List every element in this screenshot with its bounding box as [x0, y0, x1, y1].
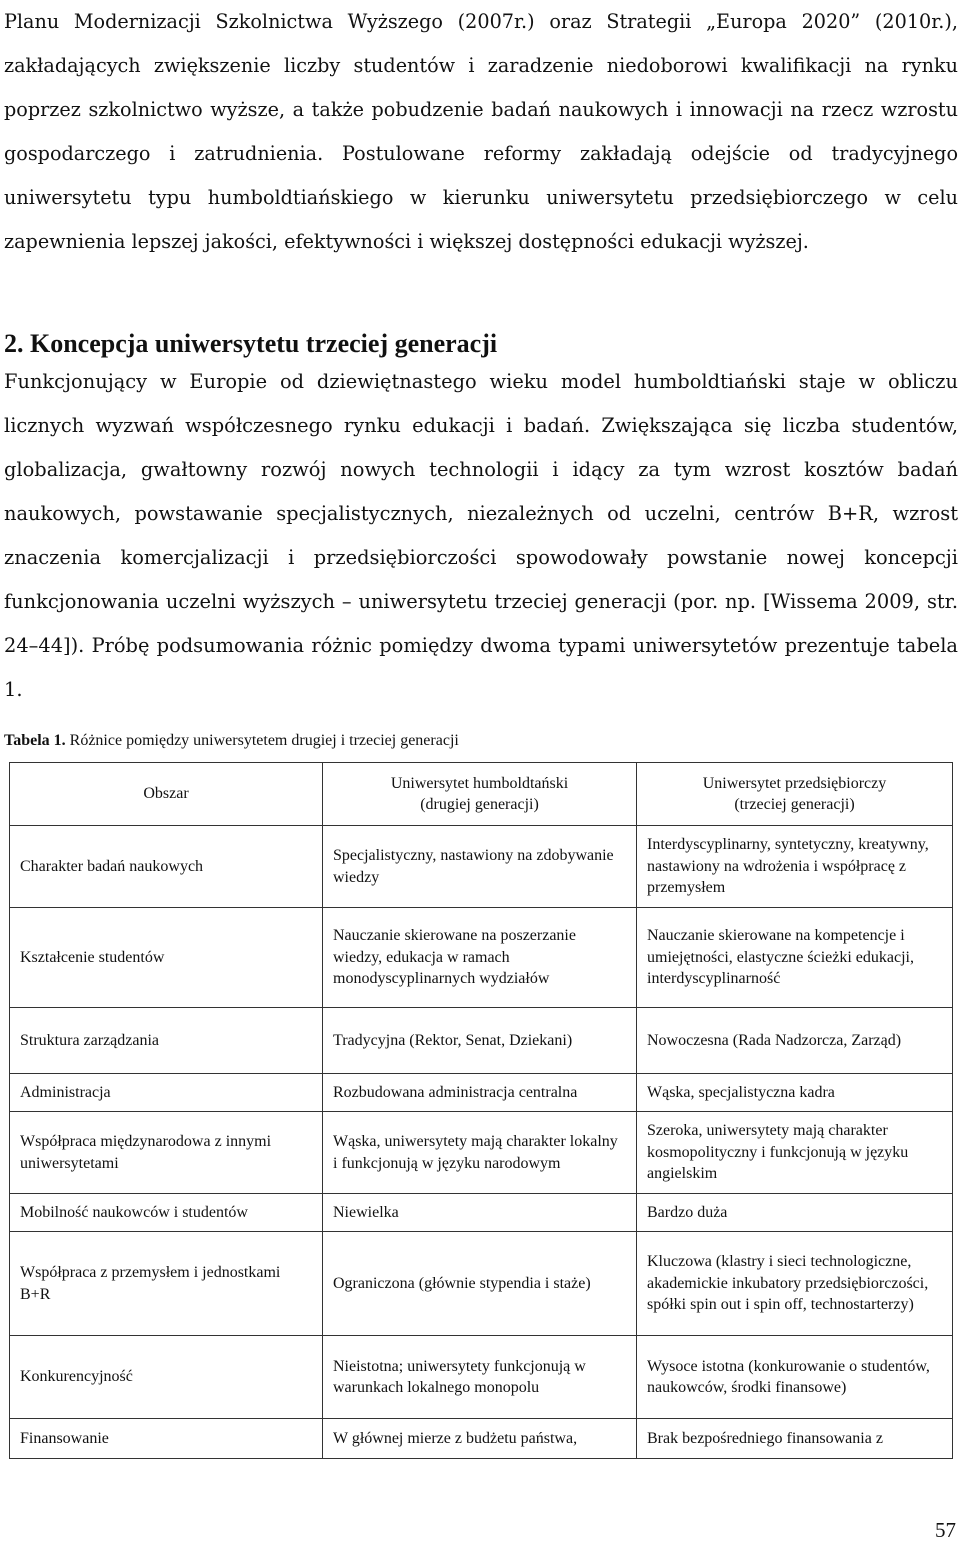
header-line: Uniwersytet przedsiębiorczy	[702, 774, 887, 792]
table-header-row	[10, 763, 953, 826]
table-row	[10, 1112, 953, 1194]
table-cell: Brak bezpośredniego finansowania z	[637, 1419, 953, 1459]
table-cell: Kształcenie studentów	[10, 908, 323, 1008]
table-cell: Rozbudowana administracja centralna	[323, 1074, 637, 1112]
table-cell: Nowoczesna (Rada Nadzorcza, Zarząd)	[637, 1008, 953, 1074]
table-caption	[4, 728, 459, 754]
section-heading: 2. Koncepcja uniwersytetu trzeciej generacji	[4, 329, 498, 358]
table-caption-text: Różnice pomiędzy uniwersytetem drugiej i trzeciej generacji	[65, 732, 459, 749]
table-cell: Specjalistyczny, nastawiony na zdobywanie wiedzy	[323, 826, 637, 908]
table-row	[10, 1336, 953, 1419]
table-cell: Niewielka	[323, 1194, 637, 1232]
table-caption-label: Tabela 1.	[4, 732, 66, 749]
body-paragraph: Planu Modernizacji Szkolnictwa Wyższego (2007r.) oraz Strategii „Europa 2020” (2010r.), zakładających zwiększenie liczby studentów i zaradzenie niedoborowi kwalifikacji na rynku poprzez szkolnictwo wyższe, a także pobudzenie badań naukowych i innowacji na rzecz wzrostu gospodarczego i zatrudnienia. Postulowane reformy zakładają odejście od tradycyjnego uniwersytetu typu humboldtiańskiego w kierunku uniwersytetu przedsiębiorczego w celu zapewnienia lepszej jakości, efektywności i większej dostępności edukacji wyższej.	[4, 10, 958, 253]
table-cell: Charakter badań naukowych	[10, 826, 323, 908]
table-cell: Nieistotna; uniwersytety funkcjonują w warunkach lokalnego monopolu	[323, 1336, 637, 1419]
table-cell: Ograniczona (głównie stypendia i staże)	[323, 1232, 637, 1336]
table-row	[10, 1194, 953, 1232]
table-row	[10, 1419, 953, 1459]
table-row	[10, 1008, 953, 1074]
body-paragraph: Funkcjonujący w Europie od dziewiętnastego wieku model humboldtiański staje w obliczu licznych wyzwań współczesnego rynku edukacji i badań. Zwiększająca się liczba studentów, globalizacja, gwałtowny rozwój nowych technologii i idący za tym wzrost kosztów badań naukowych, powstawanie specjalistycznych, niezależnych od uczelni, centrów B+R, wzrost znaczenia komercjalizacji i przedsiębiorczości spowodowały powstanie nowej koncepcji funkcjonowania uczelni wyższych – uniwersytetu trzeciej generacji (por. np. [Wissema 2009, str. 24–44]). Próbę podsumowania różnic pomiędzy dwoma typami uniwersytetów prezentuje tabela 1.	[4, 370, 958, 701]
table-cell: Tradycyjna (Rektor, Senat, Dziekani)	[323, 1008, 637, 1074]
table-cell: Szeroka, uniwersytety mają charakter kosmopolityczny i funkcjonują w języku angielskim	[637, 1112, 953, 1194]
table-cell: Wąska, specjalistyczna kadra	[637, 1074, 953, 1112]
table-cell: Interdyscyplinarny, syntetyczny, kreatywny, nastawiony na wdrożenia i współpracę z przemysłem	[637, 826, 953, 908]
header-cell-area: Obszar	[10, 763, 323, 826]
table-cell: Współpraca z przemysłem i jednostkami B+R	[10, 1232, 323, 1336]
table-cell: Administracja	[10, 1074, 323, 1112]
table-cell: Konkurencyjność	[10, 1336, 323, 1419]
header-cell-entrepreneurial	[637, 763, 953, 826]
comparison-table	[9, 762, 953, 1459]
header-line: (trzeciej generacji)	[734, 796, 855, 813]
table-cell: Nauczanie skierowane na poszerzanie wiedzy, edukacja w ramach monodyscyplinarnych wydziałów	[323, 908, 637, 1008]
header-line: Uniwersytet humboldtański	[390, 774, 569, 792]
table-row	[10, 908, 953, 1008]
table-cell: Struktura zarządzania	[10, 1008, 323, 1074]
table-row	[10, 826, 953, 908]
table-cell: Kluczowa (klastry i sieci technologiczne, akademickie inkubatory przedsiębiorczości, spółki spin out i spin off, technostarterzy)	[637, 1232, 953, 1336]
table-cell: Bardzo duża	[637, 1194, 953, 1232]
table-cell: W głównej mierze z budżetu państwa,	[323, 1419, 637, 1459]
table-row	[10, 1232, 953, 1336]
page-number: 57	[935, 1518, 956, 1542]
table-cell: Wąska, uniwersytety mają charakter lokalny i funkcjonują w języku narodowym	[323, 1112, 637, 1194]
table-cell: Współpraca międzynarodowa z innymi uniwersytetami	[10, 1112, 323, 1194]
table-row	[10, 1074, 953, 1112]
header-cell-humboldt	[323, 763, 637, 826]
header-line: (drugiej generacji)	[420, 796, 539, 813]
table-cell: Wysoce istotna (konkurowanie o studentów, naukowców, środki finansowe)	[637, 1336, 953, 1419]
table-cell: Nauczanie skierowane na kompetencje i umiejętności, elastyczne ścieżki edukacji, interdyscyplinarność	[637, 908, 953, 1008]
table-cell: Mobilność naukowców i studentów	[10, 1194, 323, 1232]
table-cell: Finansowanie	[10, 1419, 323, 1459]
